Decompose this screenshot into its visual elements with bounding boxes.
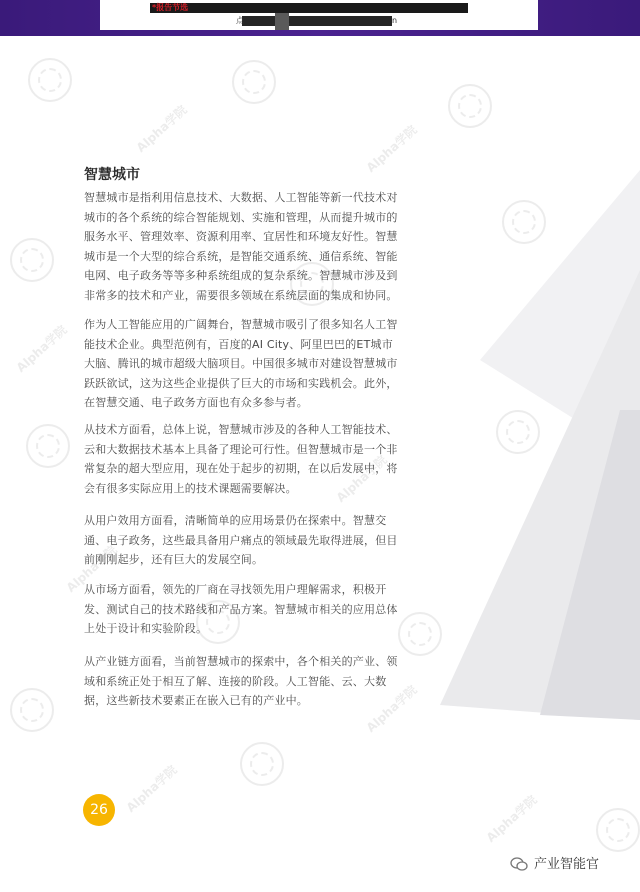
watermark-text: Alpha学院 — [63, 542, 120, 596]
seal-watermark — [596, 808, 640, 852]
header-redaction-3 — [275, 13, 289, 30]
paragraph: 作为人工智能应用的广阔舞台，智慧城市吸引了很多知名人工智能技术企业。典型范例有，百度的AI City、阿里巴巴的ET城市大脑、腾讯的城市超级大脑项目。中国很多城市对建设智慧城市跃跃欲试，这为这些企业提供了巨大的市场和实践机会。此外，在智慧交通、电子政务方面也有众多参与者。 — [84, 318, 398, 409]
watermark-text: Alpha学院 — [133, 102, 190, 156]
section-title: 智慧城市 — [84, 167, 140, 183]
header-small-text-left: 点 — [236, 16, 244, 25]
seal-watermark — [28, 58, 72, 102]
paragraph: 从用户效用方面看，清晰简单的应用场景仍在探索中。智慧交通、电子政务，这些最具备用户痛点的领域最先取得进展，但目前刚刚起步，还有巨大的发展空间。 — [84, 514, 398, 566]
paragraph: 从市场方面看，领先的厂商在寻找领先用户理解需求，积极开发、测试自己的技术路线和产品方案。智慧城市相关的应用总体上处于设计和实验阶段。 — [84, 583, 398, 635]
header-redaction-2 — [242, 16, 392, 26]
wechat-icon — [510, 856, 528, 870]
seal-watermark — [10, 238, 54, 282]
watermark-text: Alpha学院 — [483, 792, 540, 846]
seal-watermark — [26, 424, 70, 468]
watermark-text: Alpha学院 — [333, 452, 390, 506]
watermark-text: Alpha学院 — [363, 682, 420, 736]
decorative-wedges — [420, 160, 640, 720]
paragraph: 从技术方面看，总体上说，智慧城市涉及的各种人工智能技术、云和大数据技术基本上具备了理论可行性。但智慧城市是一个非常复杂的超大型应用，现在处于起步的初期，在以后发展中，将会有很多实际应用上的技术课题需要解决。 — [84, 423, 398, 495]
paragraph: 从产业链方面看，当前智慧城市的探索中，各个相关的产业、领域和系统正处于相互了解、连接的阶段。人工智能、云、大数据，这些新技术要素正在嵌入已有的产业中。 — [84, 655, 398, 707]
brand-signature — [510, 853, 599, 872]
seal-watermark — [448, 84, 492, 128]
watermark-text: Alpha学院 — [363, 122, 420, 176]
header-redaction — [150, 3, 468, 13]
seal-watermark — [232, 60, 276, 104]
watermark-text: Alpha学院 — [123, 762, 180, 816]
watermark-text: Alpha学院 — [13, 322, 70, 376]
header-red-text: *报告节选 — [152, 3, 189, 12]
paragraph: 智慧城市是指利用信息技术、大数据、人工智能等新一代技术对城市的各个系统的综合智能规划、实施和管理，从而提升城市的服务水平、管理效率、资源利用率、宜居性和环境友好性。智慧城市是一个大型的综合系统，是智能交通系统、通信系统、智能电网、电子政务等等多种系统组成的复杂系统。智慧城市涉及到非常多的技术和产业，需要很多领域在系统层面的集成和协同。 — [84, 191, 398, 302]
seal-watermark — [10, 688, 54, 732]
page-number: 26 — [83, 794, 115, 826]
seal-watermark — [240, 742, 284, 786]
header-small-text-right: n — [392, 16, 398, 25]
brand-label: 产业智能官 — [534, 857, 600, 872]
